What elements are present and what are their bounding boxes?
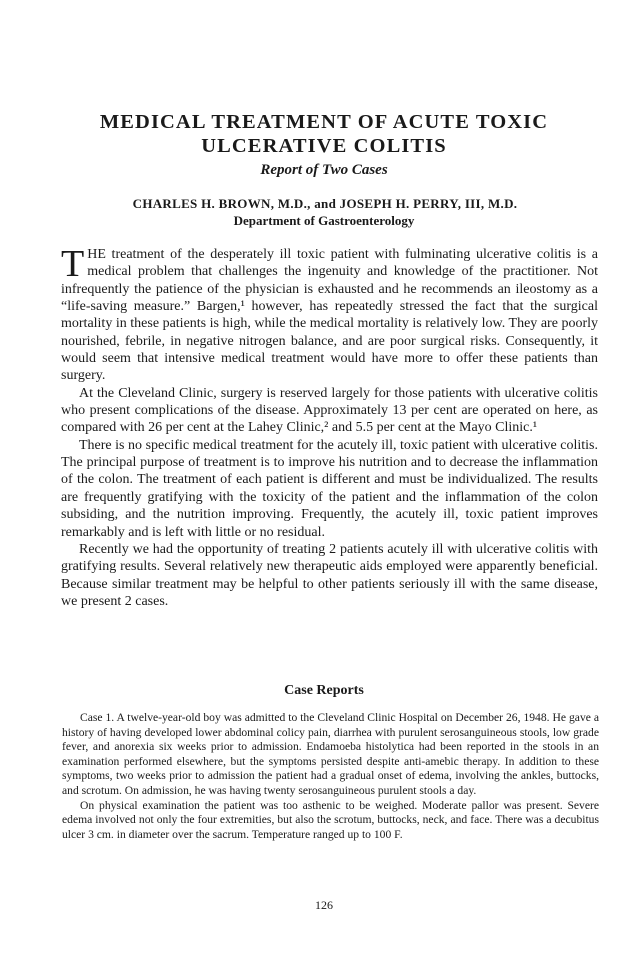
body-paragraph-1 [61,243,598,385]
title-line-1: MEDICAL TREATMENT OF ACUTE TOXIC [99,111,549,133]
article-authors: CHARLES H. BROWN, M.D., and JOSEPH H. PERRY, III, M.D. [132,196,518,211]
article-body [61,243,598,610]
case-1-history-text: A twelve-year-old boy was admitted to the Cleveland Clinic Hospital on December 26, 1948. He gave a history of having developed lower abdominal colicy pain, diarrhea with purulent serosanguineous stools, low grade fever, and anorexia six weeks prior to admission. Endamoeba histolytica had been reported in the stools in an examination performed elsewhere, but the symptoms persisted despite anti-amebic therapy. In addition to these symptoms, two weeks prior to admission the patient had a gradual onset of edema, involving the ankles, buttocks, and scrotum. On admission, he was having twenty serosanguineous purulent stools a day. [62,711,599,797]
article-subtitle: Report of Two Cases [260,162,388,178]
article-title [0,110,620,158]
case-1-history [62,711,599,799]
body-paragraph-4: Recently we had the opportunity of treating 2 patients acutely ill with ulcerative colitis with gratifying results. Several relatively new therapeutic aids employed were apparently beneficial. Because similar treatment may be helpful to other patients seriously ill with the same disease, we present 2 cases. [61,541,598,609]
case-1-examination: On physical examination the patient was too asthenic to be weighed. Moderate pallor was present. Severe edema involved not only the four extremities, but also the scrotum, buttocks, neck, and face. There was a decubitus ulcer 3 cm. in diameter over the sacrum. Temperature ranged up to 100 F. [62,798,599,841]
body-paragraph-3: There is no specific medical treatment for the acutely ill, toxic patient with ulcerative colitis. The principal purpose of treatment is to improve his nutrition and to decrease the inflammation of the colon. The treatment of each patient is different and must be individualized. The results are frequently gratifying with the toxicity of the patient and the inflammation of the colon subsiding, and the nutrition improving. Frequently, the acutely ill, toxic patient improves remarkably and is left with little or no residual. [61,437,598,540]
page-number: 126 [315,898,333,912]
body-paragraph-1-text: HE treatment of the desperately ill toxic patient with fulminating ulcerative colitis is a medical problem that challenges the ingenuity and knowledge of the practitioner. Not infrequently the patience of the physician is exhausted and he recommends an ileostomy as a “life-saving measure.” Bargen,¹ however, has repeatedly stressed the fact that the surgical mortality in these patients is high, while the medical mortality is relatively low. They are poorly nourished, febrile, in negative nitrogen balance, and are poor surgical risks. Consequently, it would seem that intensive medical treatment would have more to offer these patients than surgery. [61,247,598,384]
case-1-label: Case 1. [80,711,115,724]
author-department: Department of Gastroenterology [233,213,415,228]
case-reports-body [62,711,599,842]
section-heading-case-reports: Case Reports [284,683,364,698]
body-paragraph-2: At the Cleveland Clinic, surgery is reserved largely for those patients with ulcerative colitis who present complications of the disease. Approximately 13 per cent are operated on here, as compared with 26 per cent at the Lahey Clinic,² and 5.5 per cent at the Mayo Clinic.¹ [61,385,598,436]
title-line-2: ULCERATIVE COLITIS [201,135,447,157]
drop-cap: T [61,243,85,285]
